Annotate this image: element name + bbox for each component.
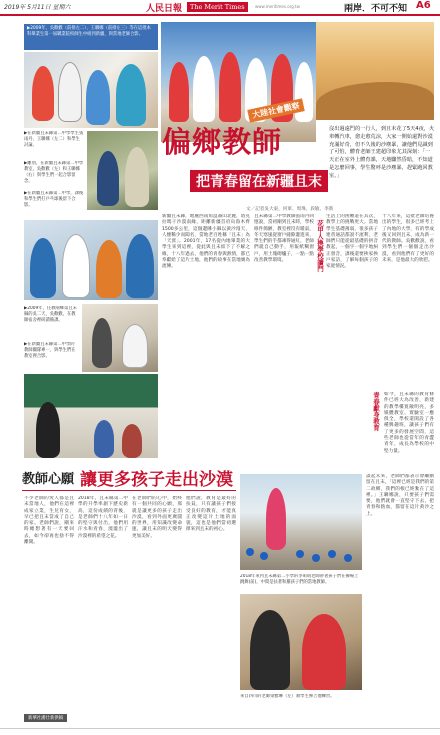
article-column: 如今，且末縣的教育條件已經大為改善，新建的教學樓寬敞明亮，多媒體教室、實驗室一應俱全，學校還開設了各種興趣班，讓孩子們有了更多的發展空間，這些老師也從當年的青澀青年，成長為學校的中堅力量。 (384, 392, 434, 454)
photo-classroom (87, 131, 158, 210)
photo-caption: ▶在新疆且末縣第二中學學生張雨丹、王聯娜（左二）和學生討論。 (24, 131, 84, 148)
feature-title: 偏鄉教師 (162, 125, 283, 159)
article-column: 不少老師的愛人都是且末當地人，他們在這裡成家立業，生兒育女，早已把且末當成了自己的家。老師們說，剛來時總想著有一天要回去，如今卻再也捨不得離開。 (24, 496, 74, 546)
photo-teachers-group (24, 52, 158, 128)
site-url: www.meritimes.org.tw (255, 4, 300, 9)
feature-lead: 沒出過遠門的一行人，到且末花了5天4夜，火車轉汽車，愈走愈荒涼，大家一開始還對沙漠充滿好奇，但不久後的沙塵暴，讓他們見識到了可怕，體育老師王建超印象尤其深刻：「一天正在室外上體育課，天地驟然昏暗，不知道是怎麼回事，學生驚呼是沙塵暴，趕緊跑回教室。」 (329, 126, 435, 179)
photo-caption: 2018年來到且末縣第二小學的李萌萌老師帶著孩子們在操場上跳舞(前)，中間是扶著和羅孩子們的當地教師。 (240, 574, 359, 585)
article-column: 在老師們的心中，始終有一個共同的心願，那就是讓更多的孩子走出沙漠，看到外面更廣闊的世界，用知識改變命運，讓且末的明天變得更加美好。 (132, 496, 182, 539)
photo-dancing-playground (240, 474, 362, 570)
page-bottom (0, 728, 440, 735)
series-tag: 大陸社會觀察 (247, 98, 304, 122)
article-column: 且末縣第二中學教師張雨丹回憶說，當初剛到且末時，學校條件簡陋，教室裡沒有暖氣，冬天寒風從窗戶縫隙灌進來，學生們的手都凍得通紅，老師們就自己動手，用報紙糊窗戶，用土塊砌爐子，一點一點改善教學環境。 (254, 214, 314, 264)
article-column: 十八年來，這批老師培養出的學生，很多已經考上了內地的大學，有的學成後又回到且末，成為新一代的教師。吳歡歡說，看到學生們一個個走出沙漠，看到他們有了更好的未來，是他最大的欣慰。 (382, 214, 434, 264)
column-name: 兩岸．不可不知 (344, 4, 408, 14)
photo-teacher-blackboard (24, 374, 158, 458)
article-column: 新疆且末縣，地處西南角崑崙山北麓，塔克拉瑪干沙漠南緣，距離新疆首府烏魯木齊1500多公里，這個邊陲小縣以黃沙漫天、人煙稀少而聞名，當地老百姓稱「且末」為「天涯」。2001年，17名從內地畢業的大學生來到這裡，從此與且末結下了不解之緣，十八年過去，他們的青春與熱情，都已奉獻給了這片土地，他們的故事在當地廣為流傳。 (162, 214, 250, 270)
byline: 文／記者吳大東、何軍、周瑋、段敏、李新 (246, 207, 334, 212)
article-column: 談起未來，老師們都表示會繼續留在且末，「這裡已經是我們的第二故鄉，我們的根已經紮在了這裡。」王聯娜說，只要孩子們需要，他們就會一直堅守下去，把青春和熱血，都留在這片黃沙之上。 (366, 474, 434, 517)
photo-caption: ▶在新疆且末縣第二中學，課後和學生們打乒乓球後留下合影。 (24, 191, 84, 208)
article-column: 2018年，且末縣第二中學的升學率創下歷史新高，這份成績的背後，是老師們十八年如一日的堅守與付出，他們用汗水和青春，澆灌出了沙漠裡的希望之花。 (78, 496, 128, 539)
issue-date: 2019年 5月11日 星期六 (4, 4, 71, 11)
page-number: A6 (416, 0, 431, 11)
photo-caption-box: ▶2009年，吳歡歡（前排左二）、王聯娜（前排左三）等在這批本科畢業生第一屆職業院校師生中組到新疆，與當地老師合影。 (24, 24, 158, 50)
photo-caption: ▶離別，在新疆且末縣第二中學教室，吳歡歡（左）和王聯娜（右）與學生們一起合影留念。 (24, 161, 84, 184)
section-heading: 讓更多孩子走出沙漠 (80, 470, 233, 490)
newspaper-logo-en: The Merit Times (187, 2, 248, 12)
photo-pingpong (24, 220, 158, 300)
subhead: 青春獻身教育 (372, 392, 380, 431)
section-tag: 教師心願 (22, 472, 75, 487)
photo-guitar-lesson (240, 594, 362, 690)
photo-caption: ▶2009年，任教兩鄉第且末縣的吳二天，吳歡歡，在教師宿舍裡研讀備課。 (24, 306, 77, 323)
photo-dorm-study (82, 304, 158, 372)
article-column: 他們說，教育是最好的扶貧，只有讓孩子們接受良好的教育，才能真正改變這片土地的面貌，這也是他們當初選擇來到且末的初心。 (186, 496, 236, 533)
feature-subtitle: 把青春留在新疆且末 (190, 170, 328, 192)
photo-caption: ▶在新疆且末縣第二中學的教師團隊專一，與學生們在教室裡合影。 (24, 342, 76, 359)
divider (22, 490, 236, 491)
source-note: 新華社潘仕新供稿 (24, 714, 67, 722)
subhead: 花甲人換學校讀門 (316, 220, 324, 272)
newspaper-logo: 人民日報 (146, 4, 183, 14)
photo-caption: 來自四川的老師梁雅琳（左）教學生彈吉他練習。 (240, 694, 335, 699)
photo-desert (316, 22, 434, 120)
article-column: 生活上的困難還在其次，教學上的挑戰更大。當地學生基礎薄弱，很多孩子連普通話都說不流利，老師們只能從最基礎的拼音教起，一個字一個字地糾正發音，課後還要挨家挨戶家訪，了解每個孩子的家庭情況。 (326, 214, 378, 270)
